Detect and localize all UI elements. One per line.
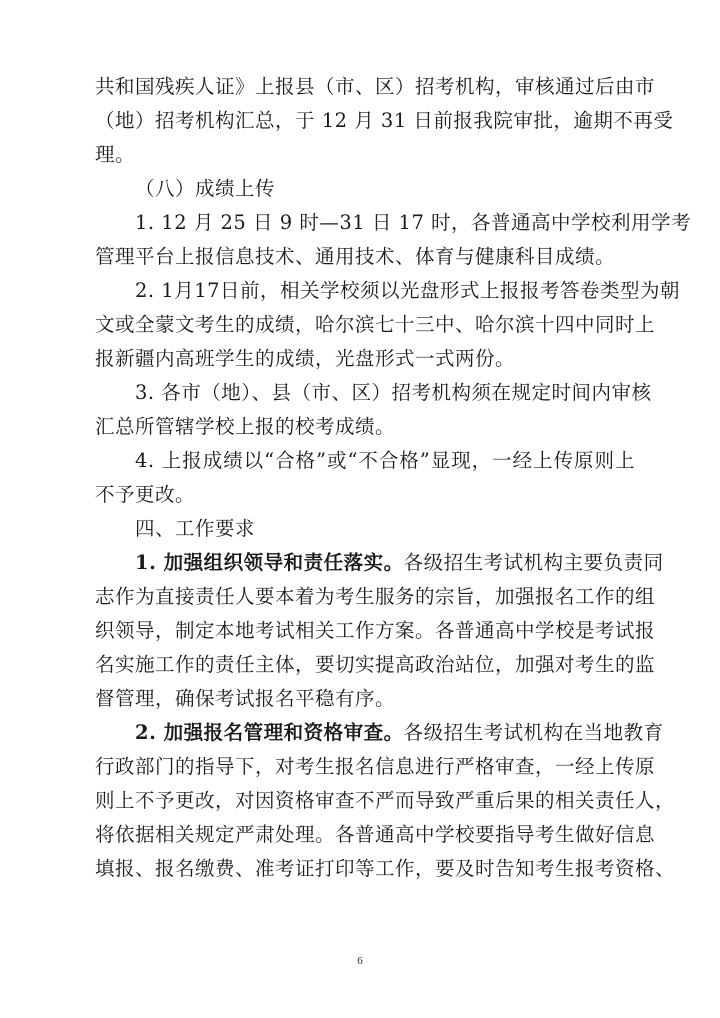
- text-line: 志作为直接责任人要本着为考生服务的宗旨，加强报名工作的组: [95, 585, 656, 608]
- paragraph-text: 各级招生考试机构在当地教育: [403, 721, 664, 744]
- text-line: 行政部门的指导下，对考生报名信息进行严格审查，一经上传原: [95, 755, 656, 778]
- text-line: 3. 各市（地）、县（市、区）招考机构须在规定时间内审核: [135, 381, 652, 404]
- section-heading: （八）成绩上传: [135, 177, 276, 200]
- text-line: 织领导，制定本地考试相关工作方案。各普通高中学校是考试报: [95, 619, 656, 642]
- paragraph-first-line: [135, 716, 664, 750]
- text-line: 填报、报名缴费、准考证打印等工作，要及时告知考生报考资格、: [95, 857, 676, 880]
- text-line: 汇总所管辖学校上报的校考成绩。: [95, 415, 396, 438]
- text-line: 不予更改。: [95, 483, 196, 506]
- text-line: 2. 1月17日前，相关学校须以光盘形式上报报考答卷类型为朝: [135, 279, 681, 302]
- paragraph-first-line: [135, 546, 664, 580]
- text-line: 管理平台上报信息技术、通用技术、体育与健康科目成绩。: [95, 245, 616, 268]
- page-number: 6: [357, 955, 363, 967]
- text-line: 4. 上报成绩以“合格”或“不合格”显现，一经上传原则上: [135, 449, 635, 472]
- paragraph-heading: 2. 加强报名管理和资格审查。: [135, 721, 404, 744]
- text-line: 督管理，确保考试报名平稳有序。: [95, 687, 396, 710]
- text-line: 理。: [95, 143, 136, 166]
- text-line: （地）招考机构汇总，于 12 月 31 日前报我院审批，逾期不再受: [95, 109, 674, 132]
- text-line: 共和国残疾人证》上报县（市、区）招考机构，审核通过后由市: [95, 75, 656, 98]
- text-line: 文或全蒙文考生的成绩，哈尔滨七十三中、哈尔滨十四中同时上: [95, 313, 656, 336]
- text-line: 将依据相关规定严肃处理。各普通高中学校要指导考生做好信息: [95, 823, 656, 846]
- text-line: 名实施工作的责任主体，要切实提高政治站位，加强对考生的监: [95, 653, 656, 676]
- text-line: 1. 12 月 25 日 9 时—31 日 17 时，各普通高中学校利用学考: [135, 211, 692, 234]
- paragraph-heading: 1. 加强组织领导和责任落实。: [135, 551, 404, 574]
- paragraph-text: 各级招生考试机构主要负责同: [403, 551, 664, 574]
- text-line: 报新疆内高班学生的成绩，光盘形式一式两份。: [95, 347, 516, 370]
- section-heading: 四、工作要求: [135, 517, 256, 540]
- text-line: 则上不予更改，对因资格审查不严而导致严重后果的相关责任人，: [95, 789, 676, 812]
